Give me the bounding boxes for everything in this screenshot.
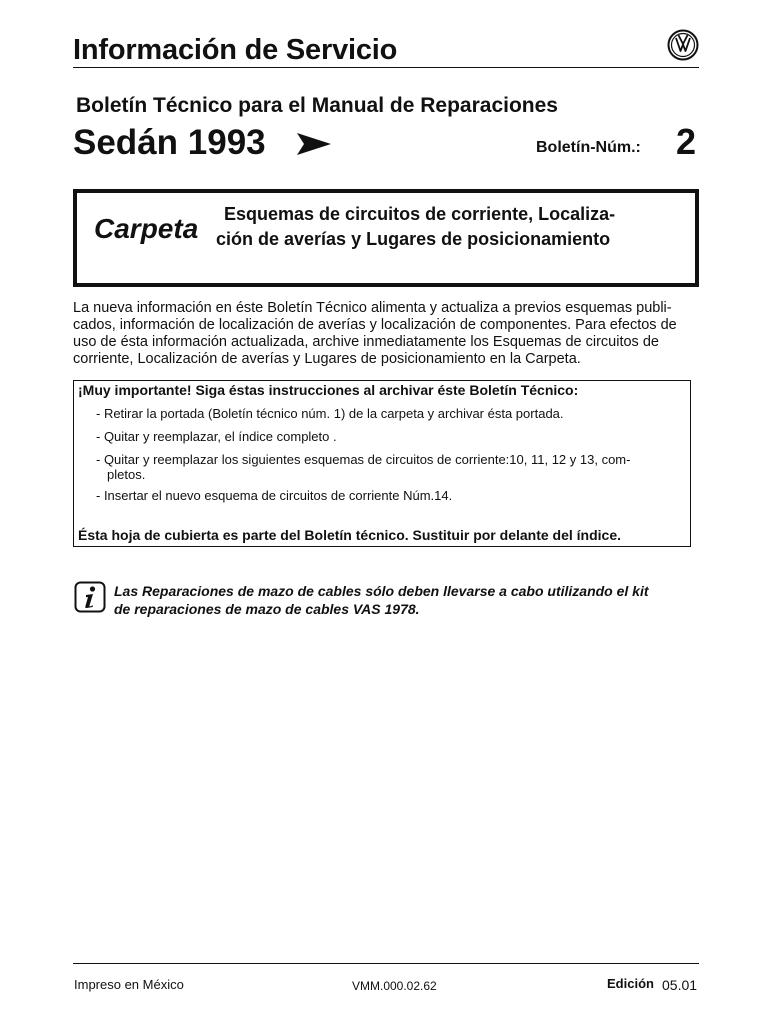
- repair-note-line: Las Reparaciones de mazo de cables sólo deben llevarse a cabo utilizando el kit: [114, 583, 649, 599]
- model-title: Sedán 1993: [73, 123, 266, 162]
- cover-sheet-note: Ésta hoja de cubierta es parte del Boletín técnico. Sustituir por delante del índice.: [78, 527, 622, 543]
- repair-note-line: de reparaciones de mazo de cables VAS 1978.: [114, 601, 420, 617]
- instruction-item: - Quitar y reemplazar, el índice completo .: [96, 429, 337, 444]
- printed-in-label: Impreso en México: [74, 977, 184, 992]
- edition-label: Edición: [607, 976, 654, 991]
- document-code: VMM.000.02.62: [352, 979, 437, 993]
- vw-logo-icon: [667, 29, 699, 61]
- folder-label: Carpeta: [94, 213, 199, 244]
- header-divider: [73, 67, 699, 68]
- intro-paragraph-line: La nueva información en éste Boletín Técnico alimenta y actualiza a previos esquemas publi-: [73, 300, 672, 316]
- instruction-item-continuation: pletos.: [107, 467, 146, 482]
- intro-paragraph-line: corriente, Localización de averías y Lugares de posicionamiento en la Carpeta.: [73, 351, 581, 367]
- intro-paragraph-line: cados, información de localización de averías y localización de componentes. Para efectos de: [73, 317, 677, 333]
- info-icon: [74, 581, 106, 613]
- folder-description-line: Esquemas de circuitos de corriente, Localiza-: [224, 204, 616, 224]
- right-arrow-icon: [296, 131, 332, 157]
- bulletin-number: 2: [676, 121, 697, 162]
- bulletin-number-label: Boletín-Núm.:: [536, 139, 641, 156]
- instruction-item: - Insertar el nuevo esquema de circuitos de corriente Núm.14.: [96, 488, 453, 503]
- intro-paragraph-line: uso de ésta información actualizada, archive inmediatamente los Esquemas de circuitos de: [73, 334, 659, 350]
- document-subtitle: Boletín Técnico para el Manual de Reparaciones: [76, 94, 558, 117]
- instruction-item: - Retirar la portada (Boletín técnico núm. 1) de la carpeta y archivar ésta portada.: [96, 406, 564, 421]
- page-title: Información de Servicio: [73, 34, 398, 66]
- edition-value: 05.01: [662, 977, 698, 993]
- instruction-item: - Quitar y reemplazar los siguientes esquemas de circuitos de corriente:10, 11, 12 y 13, com-: [96, 452, 631, 467]
- instructions-heading: ¡Muy importante! Siga éstas instrucciones al archivar éste Boletín Técnico:: [78, 382, 579, 398]
- footer-divider: [73, 963, 699, 964]
- folder-description-line: ción de averías y Lugares de posicionamiento: [216, 229, 611, 249]
